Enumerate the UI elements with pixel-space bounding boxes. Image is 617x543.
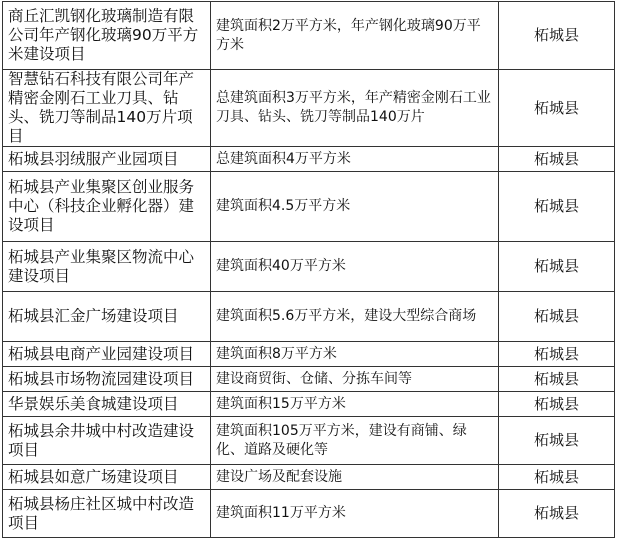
project-table bbox=[2, 1, 615, 538]
table-row bbox=[3, 465, 615, 490]
project-county: 柘城县 bbox=[499, 490, 615, 538]
project-county: 柘城县 bbox=[499, 70, 615, 147]
project-county: 柘城县 bbox=[499, 392, 615, 417]
project-name: 智慧钻石科技有限公司年产精密金刚石工业刀具、钻头、铣刀等制品140万片项目 bbox=[3, 70, 211, 147]
table-row bbox=[3, 367, 615, 392]
project-description: 建筑面积11万平方米 bbox=[211, 490, 499, 538]
project-description: 建筑面积8万平方米 bbox=[211, 342, 499, 367]
project-description: 总建筑面积4万平方米 bbox=[211, 147, 499, 172]
project-county: 柘城县 bbox=[499, 2, 615, 70]
project-description: 总建筑面积3万平方米，年产精密金刚石工业刀具、钻头、铣刀等制品140万片 bbox=[211, 70, 499, 147]
table-row bbox=[3, 147, 615, 172]
project-name: 柘城县羽绒服产业园项目 bbox=[3, 147, 211, 172]
project-name: 华景娱乐美食城建设项目 bbox=[3, 392, 211, 417]
project-name: 柘城县余井城中村改造建设项目 bbox=[3, 417, 211, 465]
project-name: 柘城县电商产业园建设项目 bbox=[3, 342, 211, 367]
table-row bbox=[3, 342, 615, 367]
project-description: 建筑面积15万平方米 bbox=[211, 392, 499, 417]
project-description: 建筑面积40万平方米 bbox=[211, 242, 499, 292]
project-county: 柘城县 bbox=[499, 242, 615, 292]
project-name: 柘城县产业集聚区物流中心建设项目 bbox=[3, 242, 211, 292]
table-row bbox=[3, 70, 615, 147]
project-description: 建筑面积2万平方米，年产钢化玻璃90万平方米 bbox=[211, 2, 499, 70]
table-row bbox=[3, 242, 615, 292]
table-row bbox=[3, 172, 615, 242]
table-row bbox=[3, 490, 615, 538]
table-row bbox=[3, 417, 615, 465]
project-county: 柘城县 bbox=[499, 417, 615, 465]
project-name: 柘城县产业集聚区创业服务中心（科技企业孵化器）建设项目 bbox=[3, 172, 211, 242]
project-name: 柘城县杨庄社区城中村改造项目 bbox=[3, 490, 211, 538]
project-county: 柘城县 bbox=[499, 172, 615, 242]
project-name: 柘城县如意广场建设项目 bbox=[3, 465, 211, 490]
project-name: 柘城县汇金广场建设项目 bbox=[3, 292, 211, 342]
project-county: 柘城县 bbox=[499, 292, 615, 342]
project-name: 商丘汇凯钢化玻璃制造有限公司年产钢化玻璃90万平方米建设项目 bbox=[3, 2, 211, 70]
project-description: 建设商贸街、仓储、分拣车间等 bbox=[211, 367, 499, 392]
project-county: 柘城县 bbox=[499, 342, 615, 367]
project-county: 柘城县 bbox=[499, 147, 615, 172]
project-county: 柘城县 bbox=[499, 465, 615, 490]
table-row bbox=[3, 292, 615, 342]
project-name: 柘城县市场物流园建设项目 bbox=[3, 367, 211, 392]
project-description: 建筑面积5.6万平方米，建设大型综合商场 bbox=[211, 292, 499, 342]
project-description: 建筑面积4.5万平方米 bbox=[211, 172, 499, 242]
project-description: 建筑面积105万平方米，建设有商铺、绿化、道路及硬化等 bbox=[211, 417, 499, 465]
table-row bbox=[3, 392, 615, 417]
project-description: 建设广场及配套设施 bbox=[211, 465, 499, 490]
project-county: 柘城县 bbox=[499, 367, 615, 392]
table-row bbox=[3, 2, 615, 70]
